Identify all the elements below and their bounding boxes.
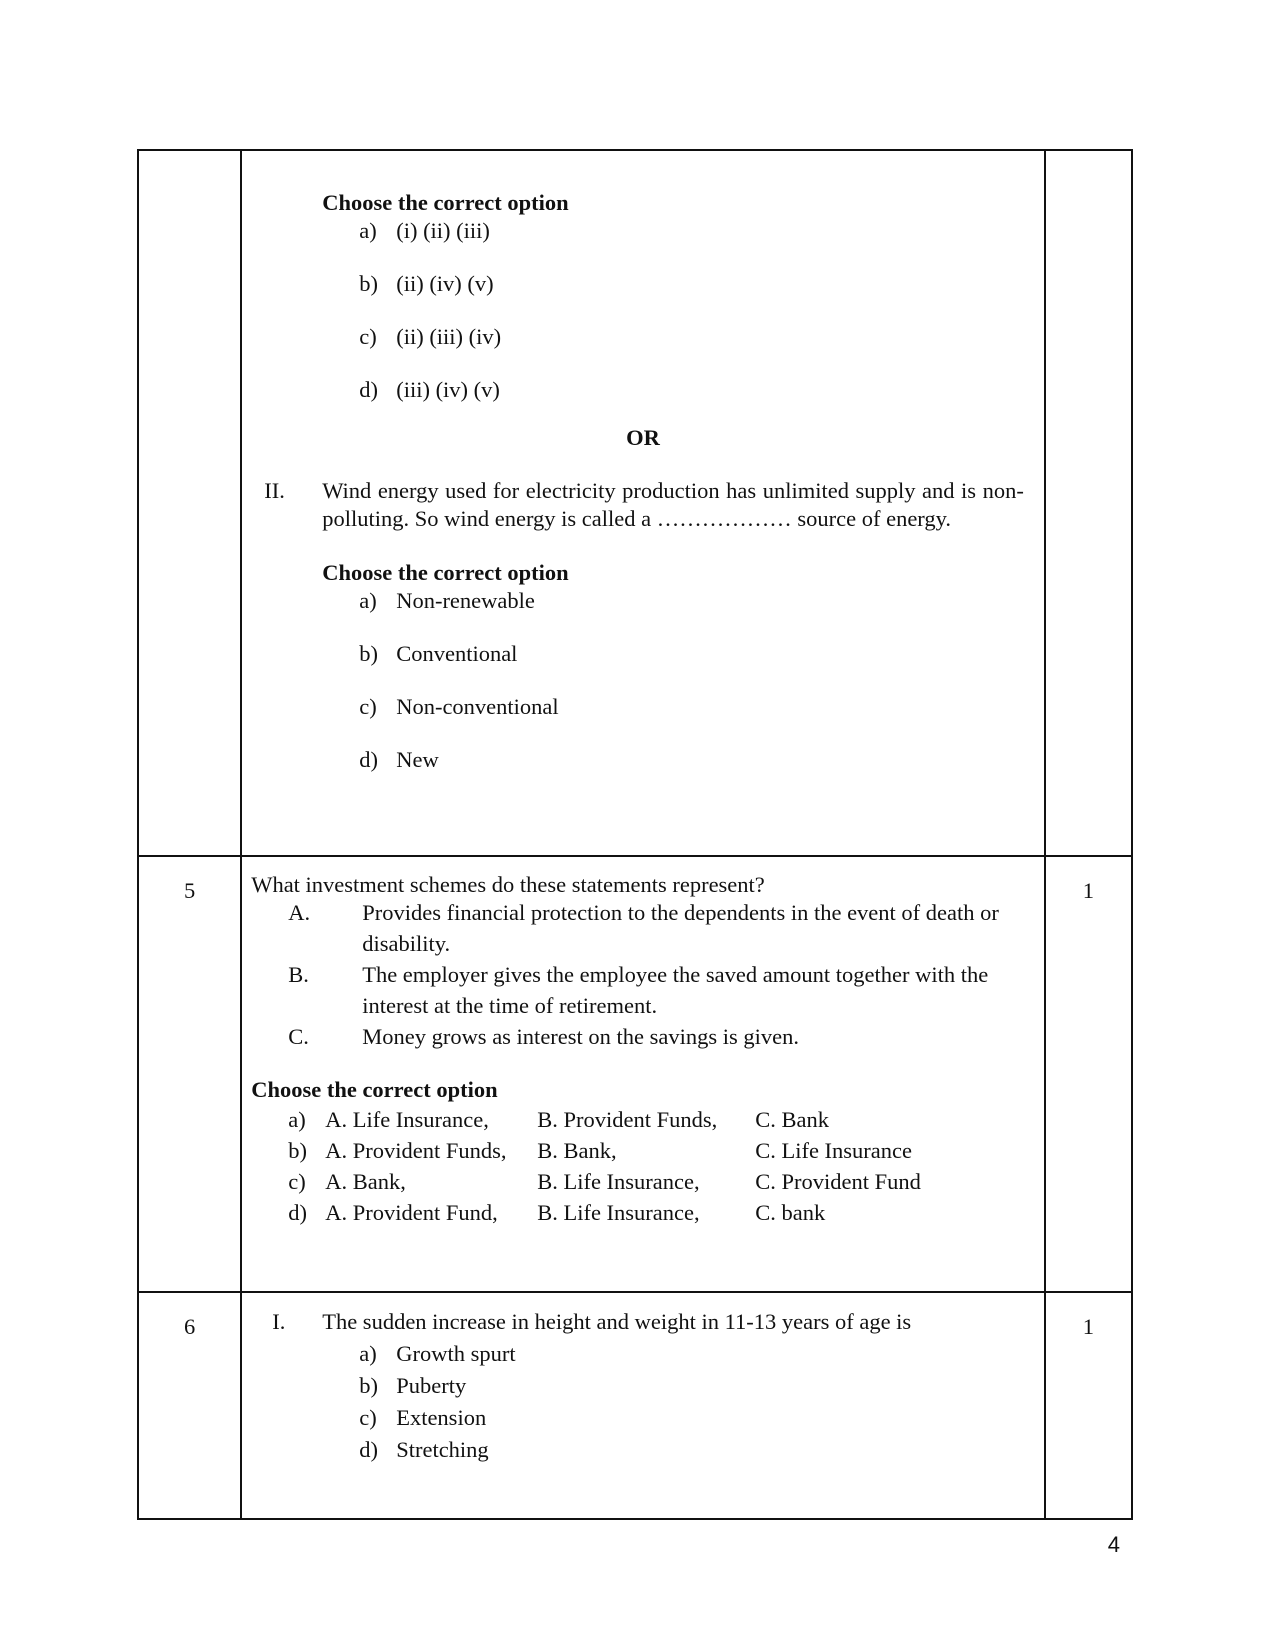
option-c: c) (ii) (iii) (iv) <box>359 324 502 349</box>
option-b: b) Puberty <box>359 1373 467 1398</box>
question-table <box>137 149 1133 1520</box>
option-d: d) Stretching <box>359 1437 489 1462</box>
marks: 1 <box>1045 1292 1132 1519</box>
table-row <box>138 856 1132 1292</box>
question-number-cell <box>138 150 241 856</box>
alt-question-text: Wind energy used for electricity production has unlimited supply and is non-polluting. So wind energy is called a ……………… source of energy. <box>322 478 1024 531</box>
option-d: d) New <box>359 747 439 772</box>
page-number: 4 <box>1107 1532 1120 1557</box>
option-d: d) (iii) (iv) (v) <box>359 377 500 402</box>
option-b: b) A. Provident Funds, B. Bank, C. Life Insurance <box>288 1138 913 1163</box>
option-c: c) A. Bank, B. Life Insurance, C. Provident Fund <box>288 1169 921 1194</box>
option-a: a) A. Life Insurance, B. Provident Funds, C. Bank <box>288 1107 829 1132</box>
question-number: 6 <box>138 1292 241 1519</box>
option-b: b) Conventional <box>359 641 518 666</box>
sub-question <box>242 1306 1024 1338</box>
option-d: d) A. Provident Fund, B. Life Insurance, C. bank <box>288 1200 826 1225</box>
question-cell <box>241 856 1045 1292</box>
question-cell <box>241 150 1045 856</box>
question-cell <box>241 1292 1045 1519</box>
option-b: b) (ii) (iv) (v) <box>359 271 494 296</box>
choose-option-heading: Choose the correct option <box>322 560 569 585</box>
statement-c: C. Money grows as interest on the savings is given. <box>288 1024 800 1049</box>
choose-option-heading: Choose the correct option <box>322 190 569 215</box>
option-a: a) (i) (ii) (iii) <box>359 218 490 243</box>
statement-a: A. Provides financial protection to the dependents in the event of death or disability. <box>288 900 999 956</box>
option-c: c) Extension <box>359 1405 487 1430</box>
alt-question <box>242 477 1024 533</box>
marks: 1 <box>1045 856 1132 1292</box>
table-row <box>138 1292 1132 1519</box>
marks-cell <box>1045 150 1132 856</box>
statement-b: B. The employer gives the employee the saved amount together with the interest at the time of retirement. <box>288 962 989 1018</box>
question-number: 5 <box>138 856 241 1292</box>
table-row <box>138 150 1132 856</box>
option-a: a) Non-renewable <box>359 588 535 613</box>
sub-question-number: I. <box>272 1309 286 1334</box>
question-text: The sudden increase in height and weight in 11-13 years of age is <box>322 1309 912 1334</box>
choose-option-heading: Choose the correct option <box>251 1077 498 1102</box>
or-divider: OR <box>626 425 660 450</box>
option-a: a) Growth spurt <box>359 1341 516 1366</box>
option-c: c) Non-conventional <box>359 694 559 719</box>
alt-question-number: II. <box>264 478 285 503</box>
question-text: What investment schemes do these statements represent? <box>251 872 765 897</box>
